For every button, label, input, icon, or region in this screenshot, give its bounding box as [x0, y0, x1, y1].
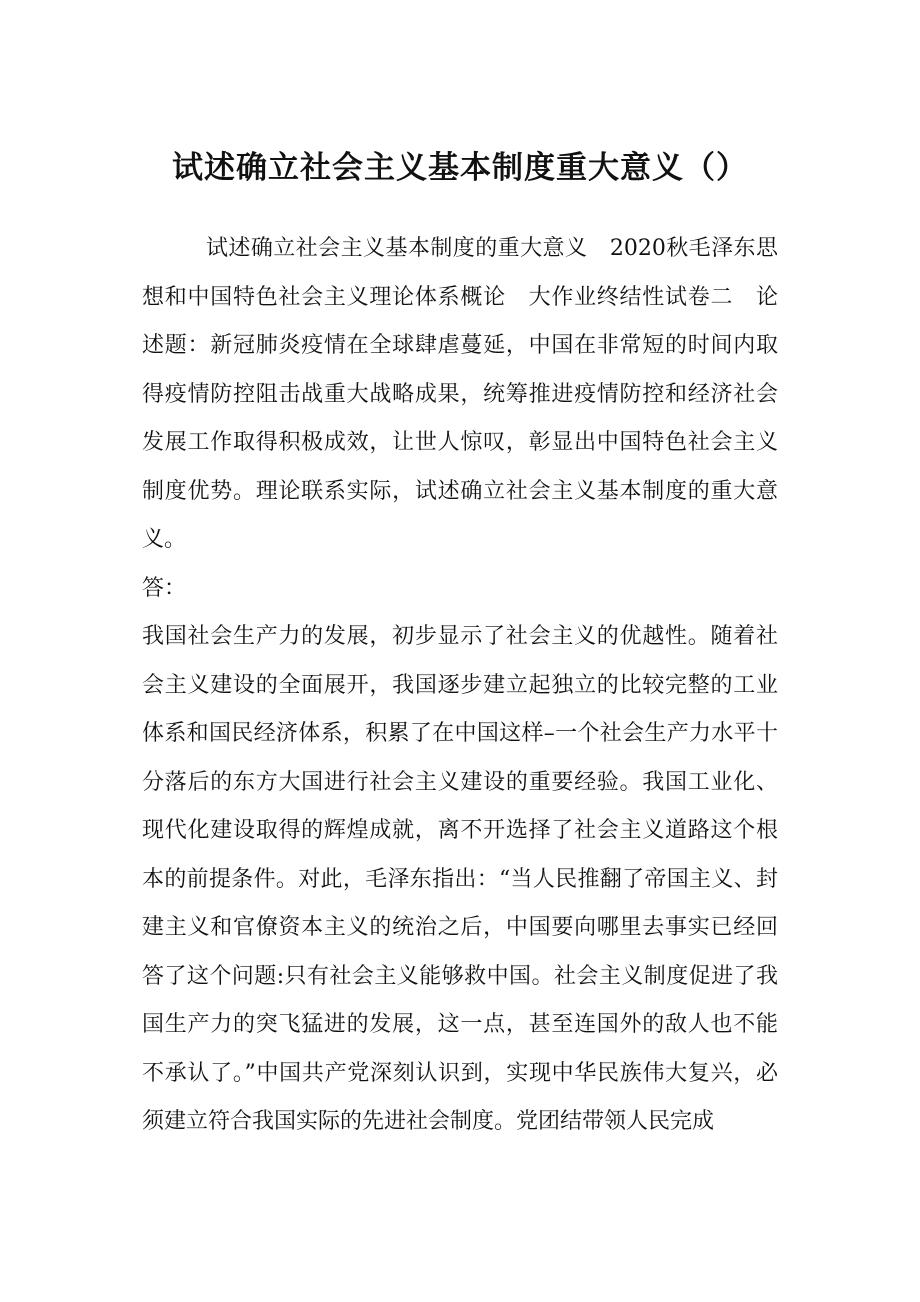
answer-label: 答： [142, 575, 187, 601]
answer-paragraph: 我国社会生产力的发展，初步显示了社会主义的优越性。随着社会主义建设的全面展开，我国逐步建立起独立的比较完整的工业体系和国民经济体系，积累了在中国这样–一个社会生产力水平十分落后的东方大国进行社会主义建设的重要经验。我国工业化、现代化建设取得的辉煌成就，离不开选择了社会主义道路这个根本的前提条件。对此，毛泽东指出：“当人民推翻了帝国主义、封建主义和官僚资本主义的统治之后，中国要向哪里去事实已经回答了这个问题:只有社会主义能够救中国。社会主义制度促进了我国生产力的突飞猛进的发展，这一点，甚至连国外的敌人也不能不承认了。”中国共产党深刻认识到，实现中华民族伟大复兴，必须建立符合我国实际的先进社会制度。党团结带领人民完成 [142, 624, 778, 1134]
question-paragraph: 试述确立社会主义基本制度的重大意义 2020秋毛泽东思想和中国特色社会主义理论体系概论 大作业终结性试卷二 论述题：新冠肺炎疫情在全球肆虐蔓延，中国在非常短的时间内取得疫情防控阻击战重大战略成果，统筹推进疫情防控和经济社会发展工作取得积极成效，让世人惊叹，彰显出中国特色社会主义制度优势。理论联系实际，试述确立社会主义基本制度的重大意义。 [142, 236, 778, 552]
document-body [142, 225, 778, 1147]
document-title: 试述确立社会主义基本制度重大意义（） [172, 150, 748, 186]
